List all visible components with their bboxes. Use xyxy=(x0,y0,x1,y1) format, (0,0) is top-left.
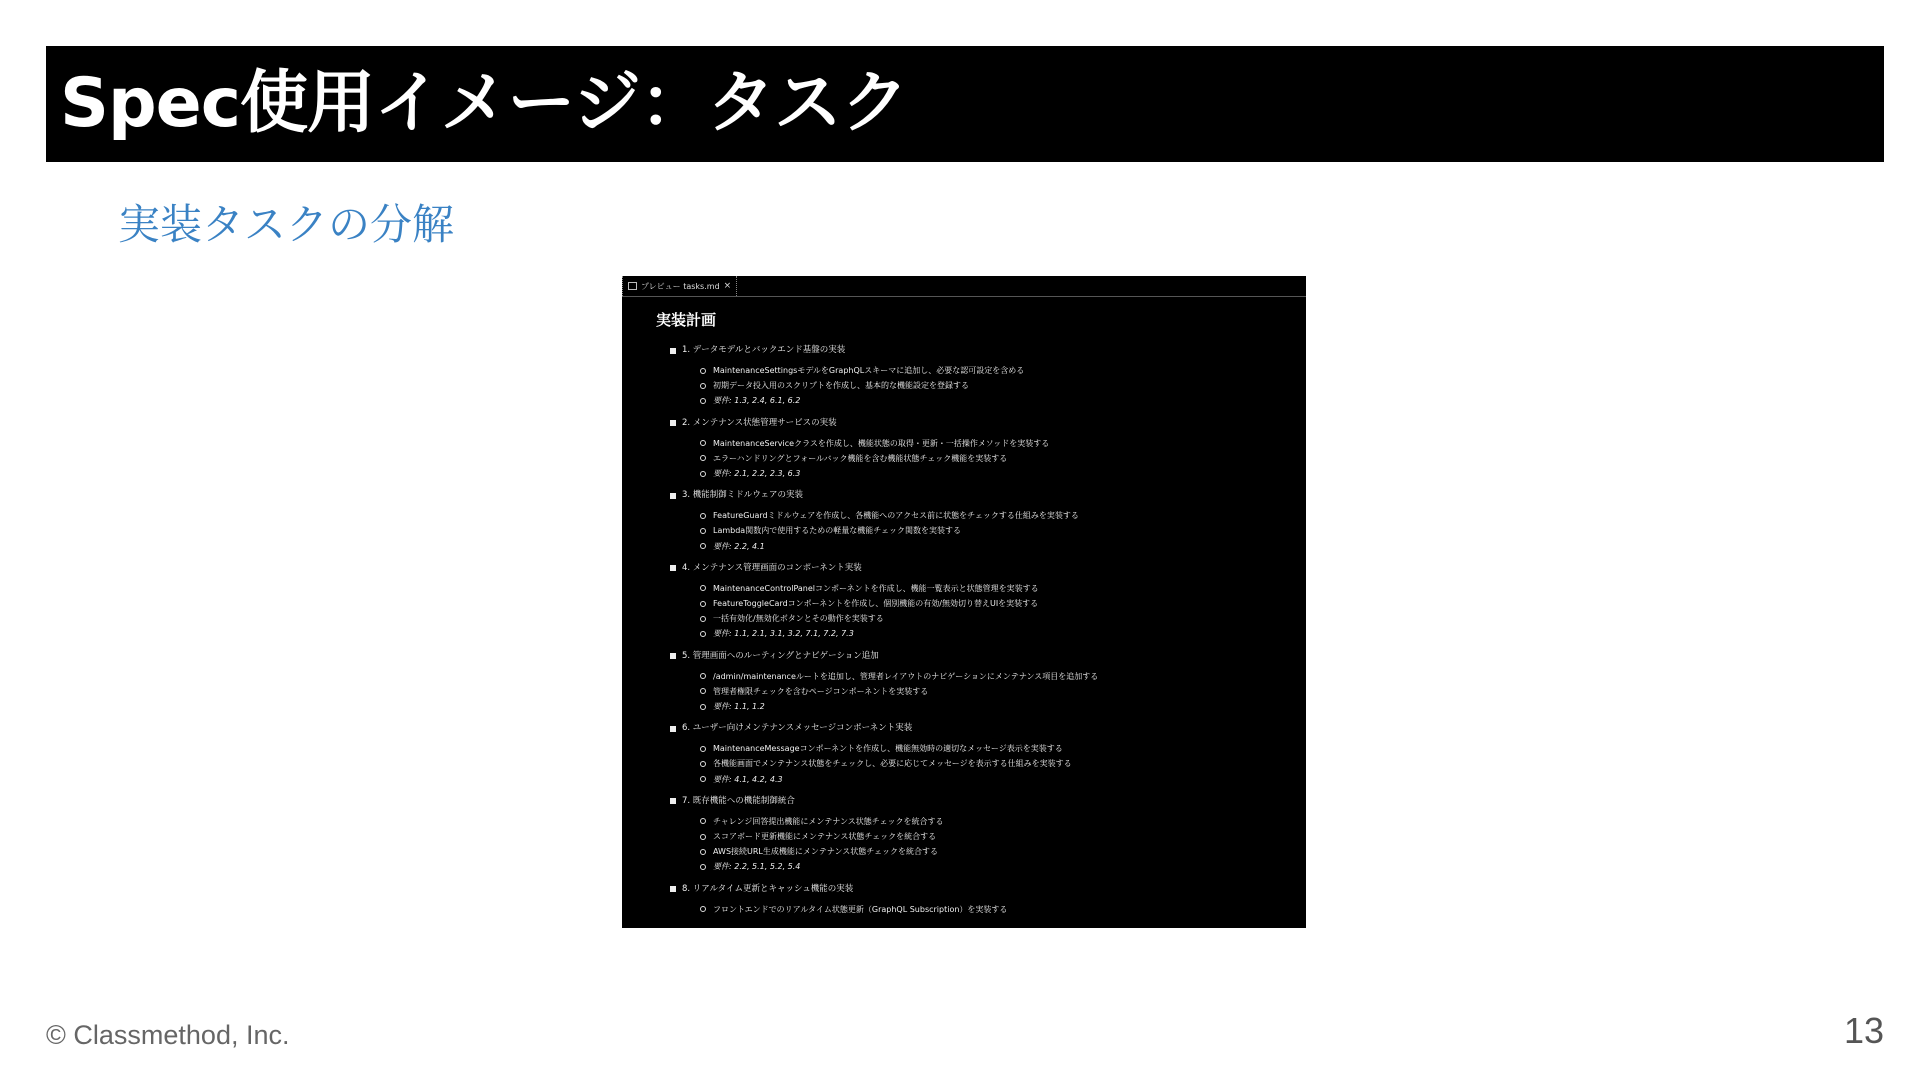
circle-bullet-icon xyxy=(700,864,706,870)
task-subitem xyxy=(700,451,1306,466)
task-subitem xyxy=(700,699,1306,714)
task-section xyxy=(670,562,1306,642)
task-subitem-text: 要件: 1.1, 2.1, 3.1, 3.2, 7.1, 7.2, 7.3 xyxy=(713,629,854,639)
task-heading xyxy=(670,722,1306,735)
task-heading xyxy=(670,344,1306,357)
circle-bullet-icon xyxy=(700,616,706,622)
task-subitem xyxy=(700,829,1306,844)
task-subitem xyxy=(700,436,1306,451)
task-section xyxy=(670,883,1306,917)
circle-bullet-icon xyxy=(700,601,706,607)
slide-title-bar xyxy=(46,46,1884,162)
circle-bullet-icon xyxy=(700,673,706,679)
preview-icon xyxy=(628,282,637,290)
task-subitem xyxy=(700,814,1306,829)
slide-subtitle: 実装タスクの分解 xyxy=(118,200,455,249)
circle-bullet-icon xyxy=(700,455,706,461)
task-heading xyxy=(670,562,1306,575)
task-subitem-text: 要件: 2.1, 2.2, 2.3, 6.3 xyxy=(713,469,801,479)
task-subitem-text: 要件: 2.2, 4.1 xyxy=(713,541,765,551)
square-bullet-icon xyxy=(670,726,676,732)
task-subitem xyxy=(700,581,1306,596)
task-heading-text: 1. データモデルとバックエンド基盤の実装 xyxy=(682,345,846,355)
task-subitem-text: MaintenanceServiceクラスを作成し、機能状態の取得・更新・一括操作メソッドを実装する xyxy=(713,438,1050,448)
square-bullet-icon xyxy=(670,348,676,354)
circle-bullet-icon xyxy=(700,368,706,374)
task-subitem-text: 一括有効化/無効化ボタンとその動作を実装する xyxy=(713,614,884,624)
task-subitem-text: MaintenanceSettingsモデルをGraphQLスキーマに追加し、必要な認可設定を含める xyxy=(713,366,1025,375)
task-heading xyxy=(670,417,1306,430)
task-heading xyxy=(670,650,1306,663)
circle-bullet-icon xyxy=(700,746,706,752)
task-subitem xyxy=(700,902,1306,917)
task-list xyxy=(656,344,1306,917)
circle-bullet-icon xyxy=(700,704,706,710)
page-number: 13 xyxy=(1843,1010,1884,1051)
circle-bullet-icon xyxy=(700,513,706,519)
task-subitem xyxy=(700,363,1306,378)
task-subitem-text: 各機能画面でメンテナンス状態をチェックし、必要に応じてメッセージを表示する仕組みを実装する xyxy=(713,759,1072,769)
task-subitem xyxy=(700,539,1306,554)
task-subitem-text: MaintenanceMessageコンポーネントを作成し、機能無効時の適切なメッセージ表示を実装する xyxy=(713,744,1063,754)
circle-bullet-icon xyxy=(700,688,706,694)
task-subitem-text: FeatureGuardミドルウェアを作成し、各機能へのアクセス前に状態をチェックする仕組みを実装する xyxy=(713,511,1079,521)
circle-bullet-icon xyxy=(700,471,706,477)
editor-tab-bar xyxy=(622,276,1306,297)
task-heading-text: 7. 既存機能への機能制御統合 xyxy=(682,795,795,806)
circle-bullet-icon xyxy=(700,528,706,534)
task-subitem-text: 要件: 4.1, 4.2, 4.3 xyxy=(713,774,783,784)
task-subitem-text: 要件: 1.1, 1.2 xyxy=(713,702,765,712)
task-subitem xyxy=(700,741,1306,756)
task-subitem xyxy=(700,393,1306,408)
task-subitem xyxy=(700,844,1306,859)
task-subitem-text: MaintenanceControlPanelコンポーネントを作成し、機能一覧表示と状態管理を実装する xyxy=(713,583,1039,593)
editor-preview-screenshot xyxy=(622,276,1306,928)
footer-copyright: © Classmethod, Inc. xyxy=(46,1020,290,1050)
square-bullet-icon xyxy=(670,565,676,571)
task-section xyxy=(670,489,1306,554)
circle-bullet-icon xyxy=(700,906,706,912)
task-subitem xyxy=(700,523,1306,538)
task-subitem xyxy=(700,508,1306,523)
task-subitem xyxy=(700,684,1306,699)
task-subitem xyxy=(700,626,1306,641)
task-subitem xyxy=(700,466,1306,481)
circle-bullet-icon xyxy=(700,631,706,637)
task-subitem-text: スコアボード更新機能にメンテナンス状態チェックを統合する xyxy=(713,832,937,842)
task-subitem-text: 要件: 2.2, 5.1, 5.2, 5.4 xyxy=(713,862,801,872)
task-heading-text: 6. ユーザー向けメンテナンスメッセージコンポーネント実装 xyxy=(682,723,913,734)
doc-title: 実装計画 xyxy=(656,311,717,329)
task-subitem xyxy=(700,669,1306,684)
task-heading-text: 3. 機能制御ミドルウェアの実装 xyxy=(682,490,803,501)
circle-bullet-icon xyxy=(700,383,706,389)
task-subitem xyxy=(700,756,1306,771)
circle-bullet-icon xyxy=(700,440,706,446)
task-heading xyxy=(670,489,1306,502)
square-bullet-icon xyxy=(670,493,676,499)
preview-tab-label: プレビュー tasks.md xyxy=(641,281,720,291)
task-subitem-text: 要件: 1.3, 2.4, 6.1, 6.2 xyxy=(713,396,801,406)
task-subitem-text: Lambda関数内で使用するための軽量な機能チェック関数を実装する xyxy=(713,526,961,536)
task-subitem-text: 初期データ投入用のスクリプトを作成し、基本的な機能設定を登録する xyxy=(713,381,969,391)
circle-bullet-icon xyxy=(700,849,706,855)
task-section xyxy=(670,650,1306,715)
circle-bullet-icon xyxy=(700,543,706,549)
task-section xyxy=(670,344,1306,409)
square-bullet-icon xyxy=(670,653,676,659)
preview-tab[interactable] xyxy=(622,276,737,296)
square-bullet-icon xyxy=(670,886,676,892)
task-section xyxy=(670,722,1306,787)
circle-bullet-icon xyxy=(700,761,706,767)
circle-bullet-icon xyxy=(700,398,706,404)
task-subitem-text: 管理者権限チェックを含むページコンポーネントを実装する xyxy=(713,686,929,696)
close-icon[interactable]: × xyxy=(723,281,732,291)
task-heading-text: 4. メンテナンス管理画面のコンポーネント実装 xyxy=(682,562,862,573)
task-subitem-text: フロントエンドでのリアルタイム状態更新（GraphQL Subscription）を実装する xyxy=(713,904,1008,914)
task-heading xyxy=(670,795,1306,808)
task-subitem-text: エラーハンドリングとフォールバック機能を含む機能状態チェック機能を実装する xyxy=(713,453,1008,463)
task-subitem-text: FeatureToggleCardコンポーネントを作成し、個別機能の有効/無効切り替えUIを実装する xyxy=(713,599,1039,609)
task-subitem-text: AWS接続URL生成機能にメンテナンス状態チェックを統合する xyxy=(713,847,939,857)
task-section xyxy=(670,795,1306,875)
markdown-preview xyxy=(622,309,1306,917)
slide-title: Spec使用イメージ：タスク xyxy=(60,64,909,143)
task-subitem xyxy=(700,772,1306,787)
task-subitem xyxy=(700,378,1306,393)
task-heading xyxy=(670,883,1306,896)
task-heading-text: 5. 管理画面へのルーティングとナビゲーション追加 xyxy=(682,650,879,661)
task-heading-text: 8. リアルタイム更新とキャッシュ機能の実装 xyxy=(682,883,854,894)
task-subitem-text: /admin/maintenanceルートを追加し、管理者レイアウトのナビゲーションにメンテナンス項目を追加する xyxy=(713,671,1099,681)
task-subitem xyxy=(700,611,1306,626)
task-section xyxy=(670,417,1306,482)
task-heading-text: 2. メンテナンス状態管理サービスの実装 xyxy=(682,417,837,428)
circle-bullet-icon xyxy=(700,834,706,840)
circle-bullet-icon xyxy=(700,585,706,591)
square-bullet-icon xyxy=(670,798,676,804)
circle-bullet-icon xyxy=(700,818,706,824)
task-subitem xyxy=(700,859,1306,874)
task-subitem xyxy=(700,596,1306,611)
task-subitem-text: チャレンジ回答提出機能にメンテナンス状態チェックを統合する xyxy=(713,816,944,826)
square-bullet-icon xyxy=(670,420,676,426)
circle-bullet-icon xyxy=(700,776,706,782)
